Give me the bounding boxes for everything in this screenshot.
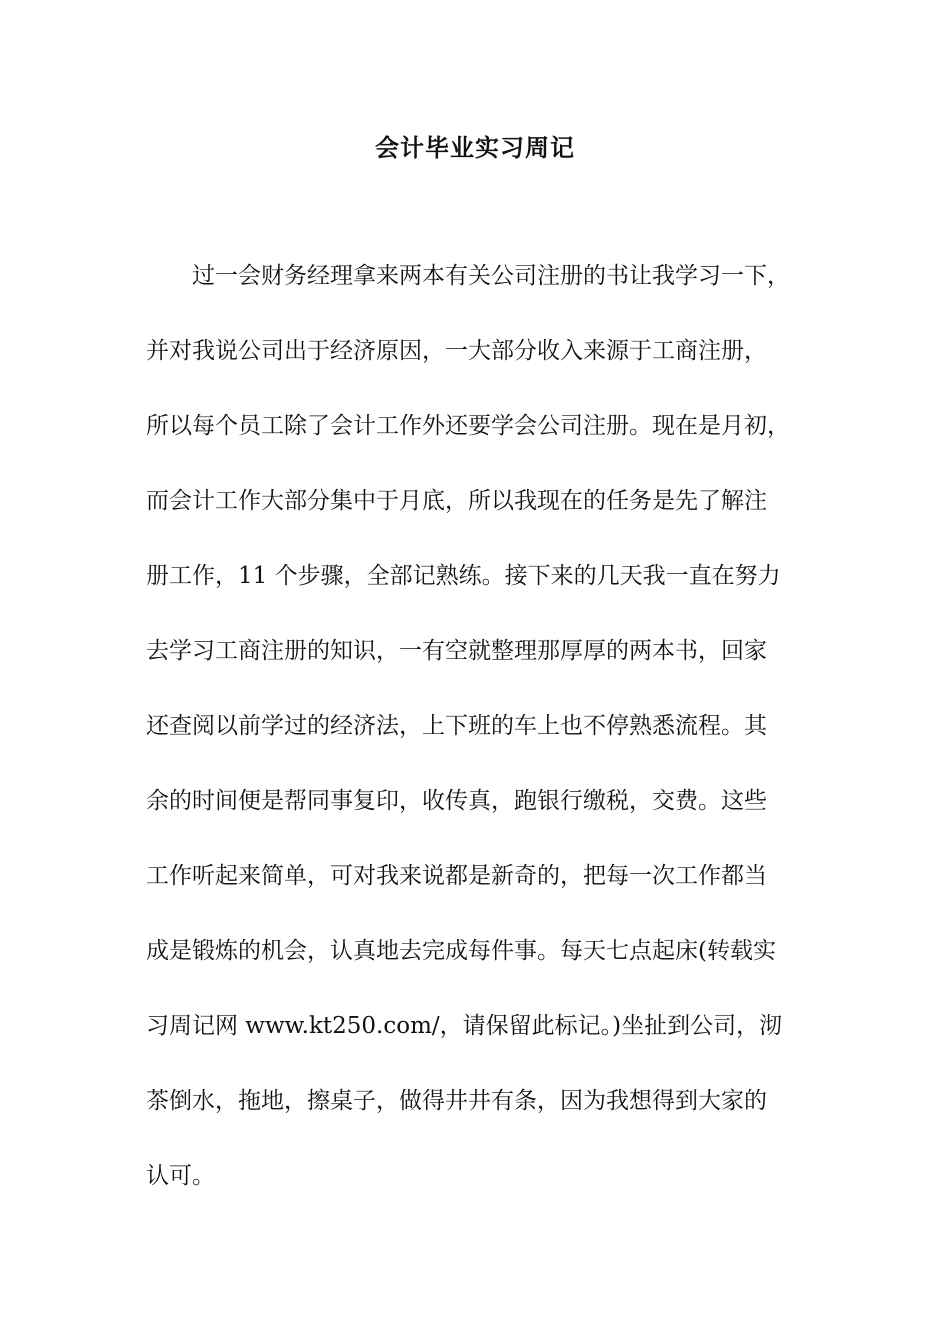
- paragraph-line: 所以每个员工除了会计工作外还要学会公司注册。现在是月初，: [146, 413, 790, 439]
- paragraph-line: 过一会财务经理拿来两本有关公司注册的书让我学习一下，: [192, 263, 790, 289]
- paragraph-line: 认可。: [146, 1163, 215, 1189]
- paragraph-line: 茶倒水，拖地，擦桌子，做得井井有条，因为我想得到大家的: [146, 1088, 767, 1114]
- document-title: 会计毕业实习周记: [375, 133, 575, 162]
- paragraph-line: 而会计工作大部分集中于月底，所以我现在的任务是先了解注: [146, 488, 767, 514]
- paragraph-line: 去学习工商注册的知识，一有空就整理那厚厚的两本书，回家: [146, 638, 767, 664]
- paragraph-line: 工作听起来简单，可对我来说都是新奇的，把每一次工作都当: [146, 863, 767, 889]
- paragraph-line: 册工作，11 个步骤，全部记熟练。接下来的几天我一直在努力: [146, 563, 781, 589]
- paragraph-line: 并对我说公司出于经济原因，一大部分收入来源于工商注册，: [146, 338, 767, 364]
- paragraph-line: 还查阅以前学过的经济法，上下班的车上也不停熟悉流程。其: [146, 713, 767, 739]
- paragraph-line: 余的时间便是帮同事复印，收传真，跑银行缴税，交费。这些: [146, 788, 767, 814]
- paragraph-line: 习周记网 www.kt250.com/，请保留此标记。)坐扯到公司，沏: [146, 1013, 783, 1039]
- paragraph-line: 成是锻炼的机会，认真地去完成每件事。每天七点起床(转载实: [146, 938, 776, 964]
